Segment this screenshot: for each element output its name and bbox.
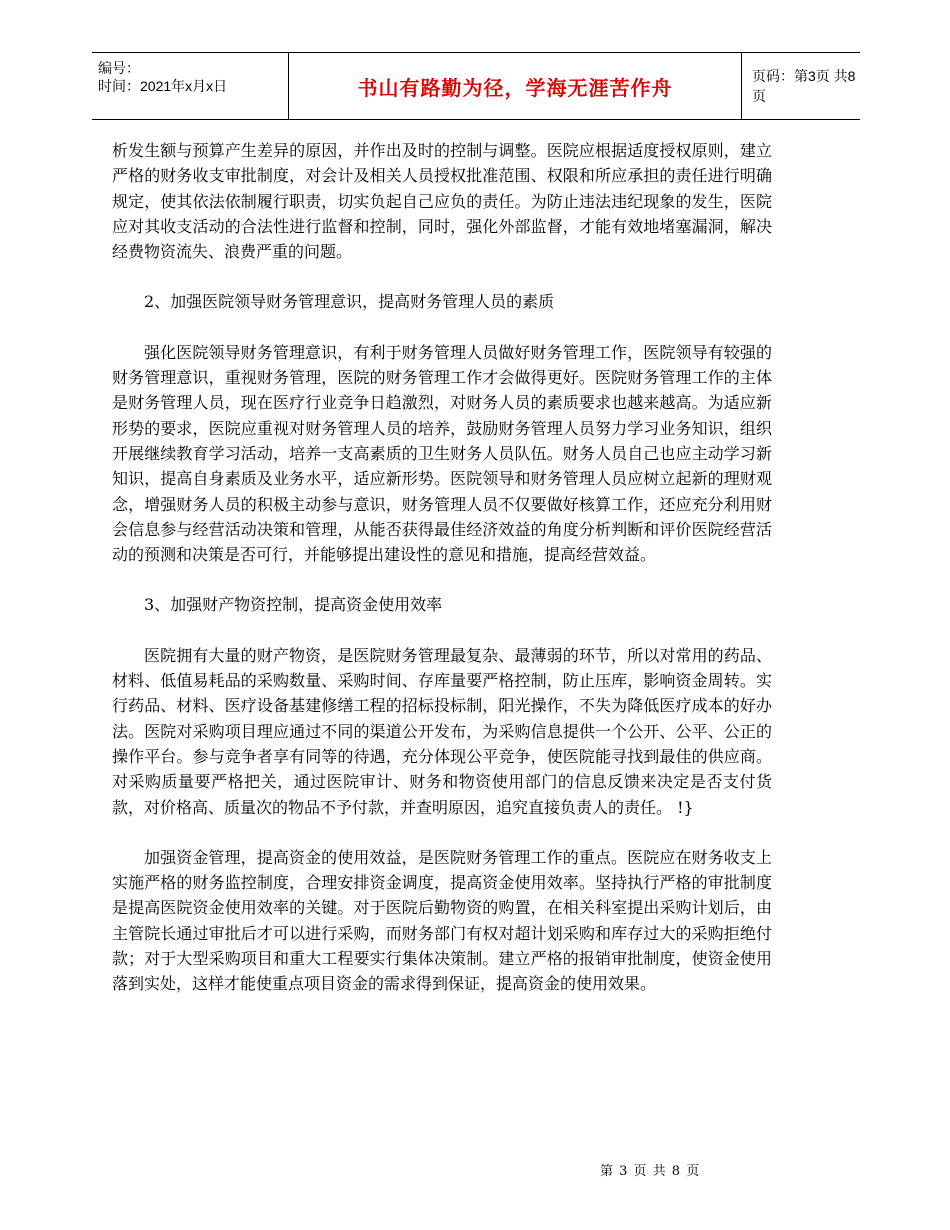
document-body xyxy=(112,138,772,997)
page-footer: 第 3 页 共 8 页 xyxy=(600,1164,701,1179)
section-heading-2: 2、加强医院领导财务管理意识，提高财务管理人员的素质 xyxy=(144,292,555,312)
document-number-label: 编号： xyxy=(98,60,140,76)
section-heading-3: 3、加强财产物资控制，提高资金使用效率 xyxy=(144,595,443,615)
paragraph-continued: 析发生额与预算产生差异的原因，并作出及时的控制与调整。医院应根据适度授权原则，建立严格的财务收支审批制度，对会计及相关人员授权批准范围、权限和所应承担的责任进行明确规定，使其依法依制履行职责，切实负起自己应负的责任。为防止违法违纪现象的发生，医院应对其收支活动的合法性进行监督和控制，同时，强化外部监督，才能有效地堵塞漏洞，解决经费物资流失、浪费严重的问题。 xyxy=(112,141,772,262)
page-header xyxy=(92,52,860,120)
header-motto: 书山有路勤为径，学海无涯苦作舟 xyxy=(357,75,673,100)
header-page-info: 页码：第3页 共8页 xyxy=(752,68,856,104)
paragraph-capital-management: 加强资金管理，提高资金的使用效益，是医院财务管理工作的重点。医院应在财务收支上实施严格的财务监控制度，合理安排资金调度，提高资金使用效率。坚持执行严格的审批制度是提高医院资金使用效率的关键。对于医院后勤物资的购置，在相关科室提出采购计划后，由主管院长通过审批后才可以进行采购，而财务部门有权对超计划采购和库存过大的采购拒绝付款；对于大型采购项目和重大工程要实行集体决策制。建立严格的报销审批制度，使资金使用落到实处，这样才能使重点项目资金的需求得到保证，提高资金的使用效果。 xyxy=(112,847,772,994)
header-motto-cell xyxy=(288,53,742,119)
header-meta xyxy=(98,59,227,95)
paragraph-section-2: 强化医院领导财务管理意识，有利于财务管理人员做好财务管理工作，医院领导有较强的财务管理意识，重视财务管理，医院的财务管理工作才会做得更好。医院财务管理工作的主体是财务管理人员，现在医疗行业竞争日趋激烈，对财务人员的素质要求也越来越高。为适应新形势的要求，医院应重视对财务管理人员的培养，鼓励财务管理人员努力学习业务知识，组织开展继续教育学习活动，培养一支高素质的卫生财务人员队伍。财务人员自己也应主动学习新知识，提高自身素质及业务水平，适应新形势。医院领导和财务管理人员应树立起新的理财观念，增强财务人员的积极主动参与意识，财务管理人员不仅要做好核算工作，还应充分利用财会信息参与经营活动决策和管理，从能否获得最佳经济效益的角度分析判断和评价医院经营活动的预测和决策是否可行，并能够提出建设性的意见和措施，提高经营效益。 xyxy=(112,342,772,565)
paragraph-section-3: 医院拥有大量的财产物资，是医院财务管理最复杂、最薄弱的环节，所以对常用的药品、材料、低值易耗品的采购数量、采购时间、存库量要严格控制，防止压库，影响资金周转。实行药品、材料、医疗设备基建修缮工程的招标投标制，阳光操作，不失为降低医疗成本的好办法。医院对采购项目理应通过不同的渠道公开发布，为采购信息提供一个公开、公平、公正的操作平台。参与竞争者享有同等的待遇，充分体现公平竞争，使医院能寻找到最佳的供应商。对采购质量要严格把关，通过医院审计、财务和物资使用部门的信息反馈来决定是否支付货款，对价格高、质量次的物品不予付款，并查明原因，追究直接负责人的责任。 !} xyxy=(112,645,772,817)
document-date: 时间：2021年x月x日 xyxy=(98,78,228,94)
